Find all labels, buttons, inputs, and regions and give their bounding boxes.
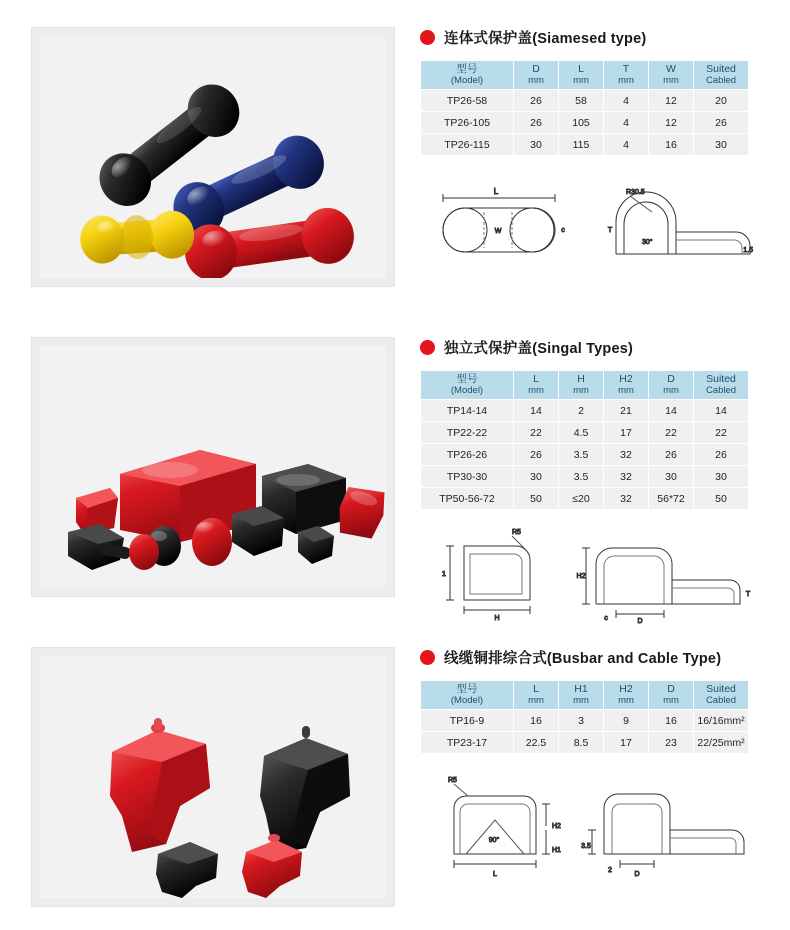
label-W: W xyxy=(494,228,502,235)
photo-stage-busbar xyxy=(40,656,386,898)
technical-drawing-busbar xyxy=(420,768,756,878)
cell-h: 3.5 xyxy=(559,466,604,488)
cell-suited: 22 xyxy=(694,422,749,444)
cell-h2: 9 xyxy=(604,710,649,732)
product-photo-panel-singal xyxy=(32,338,394,596)
cell-d: 16 xyxy=(649,710,694,732)
cell-h: ≤20 xyxy=(559,488,604,510)
section-siamesed xyxy=(0,0,790,310)
cell-h2: 32 xyxy=(604,444,649,466)
col-model xyxy=(421,61,514,90)
table-row xyxy=(421,112,749,134)
col-w xyxy=(649,61,694,90)
photo-stage-singal xyxy=(40,346,386,588)
col-t xyxy=(604,61,649,90)
cell-t: 4 xyxy=(604,90,649,112)
col-l-l2: mm xyxy=(528,385,544,396)
section-heading-text: 独立式保护盖(Singal Types) xyxy=(444,340,634,357)
col-l-l1: L xyxy=(533,373,539,385)
product-photo-panel-siamesed xyxy=(32,28,394,286)
col-h2-l2: mm xyxy=(618,385,634,396)
photo-inner xyxy=(40,36,386,278)
col-d xyxy=(514,61,559,90)
cell-l: 16 xyxy=(514,710,559,732)
cell-l: 115 xyxy=(559,134,604,156)
technical-drawing-siamesed xyxy=(420,170,756,280)
cell-l: 105 xyxy=(559,112,604,134)
cell-model: TP26-26 xyxy=(421,444,514,466)
cell-suited: 16/16mm² xyxy=(694,710,749,732)
section-heading-siamesed xyxy=(420,26,756,48)
cell-w: 12 xyxy=(649,90,694,112)
cell-h2: 21 xyxy=(604,400,649,422)
label-H2: H2 xyxy=(552,823,561,830)
col-model-l1: 型号 xyxy=(456,63,478,75)
spec-column-busbar xyxy=(420,646,756,878)
label-L: L xyxy=(493,187,499,196)
label-1: T xyxy=(745,591,751,598)
label-L: L xyxy=(493,871,497,878)
cell-h2: 32 xyxy=(604,488,649,510)
cell-h: 4.5 xyxy=(559,422,604,444)
cell-d: 26 xyxy=(649,444,694,466)
table-row xyxy=(421,488,749,510)
cell-model: TP30-30 xyxy=(421,466,514,488)
label-2: 2 xyxy=(608,867,612,874)
col-suited xyxy=(694,371,749,400)
col-l-l1: L xyxy=(533,683,539,695)
col-model-l2: (Model) xyxy=(450,385,484,396)
cell-d: 22 xyxy=(649,422,694,444)
col-d xyxy=(649,681,694,710)
spec-table-singal xyxy=(420,370,749,510)
product-photo-singal xyxy=(40,346,386,588)
col-h1-l1: H1 xyxy=(574,683,588,695)
cell-h1: 8.5 xyxy=(559,732,604,754)
col-h xyxy=(559,371,604,400)
cell-l: 22.5 xyxy=(514,732,559,754)
cell-model: TP22-22 xyxy=(421,422,514,444)
cell-d: 26 xyxy=(514,90,559,112)
cell-model: TP14-14 xyxy=(421,400,514,422)
product-photo-siamesed xyxy=(40,36,386,278)
col-l-l1: L xyxy=(578,63,584,75)
photo-stage-siamesed xyxy=(40,36,386,278)
cell-h: 2 xyxy=(559,400,604,422)
section-heading-singal xyxy=(420,336,756,358)
label-R305: R30.5 xyxy=(626,189,645,196)
cell-suited: 30 xyxy=(694,466,749,488)
cell-h1: 3 xyxy=(559,710,604,732)
cell-l: 58 xyxy=(559,90,604,112)
cell-model: TP26-105 xyxy=(421,112,514,134)
table-header-row xyxy=(421,61,749,90)
label-T: 1 xyxy=(442,571,446,578)
col-model-l1: 型号 xyxy=(456,683,478,695)
spec-column-singal xyxy=(420,336,756,634)
col-w-l1: W xyxy=(666,63,676,75)
col-l-l2: mm xyxy=(528,695,544,706)
col-h2-l2: mm xyxy=(618,695,634,706)
col-suited-l2: Cabled xyxy=(705,75,737,86)
cell-l: 30 xyxy=(514,466,559,488)
label-R5: R5 xyxy=(448,777,457,784)
cell-model: TP26-115 xyxy=(421,134,514,156)
col-model-l2: (Model) xyxy=(450,75,484,86)
table-row xyxy=(421,466,749,488)
col-d-l2: mm xyxy=(663,695,679,706)
cell-h2: 17 xyxy=(604,732,649,754)
col-model xyxy=(421,371,514,400)
cell-h2: 32 xyxy=(604,466,649,488)
section-busbar xyxy=(0,620,790,930)
label-R5: R5 xyxy=(512,529,521,536)
label-c: c xyxy=(561,227,565,234)
col-d-l1: D xyxy=(667,683,675,695)
cell-suited: 20 xyxy=(694,90,749,112)
col-model xyxy=(421,681,514,710)
col-t-l2: mm xyxy=(618,75,634,86)
col-suited-l1: Suited xyxy=(706,683,736,695)
section-singal xyxy=(0,310,790,624)
label-35: 3.5 xyxy=(581,843,591,850)
table-row xyxy=(421,134,749,156)
col-h-l2: mm xyxy=(573,385,589,396)
col-suited-l2: Cabled xyxy=(705,695,737,706)
col-suited xyxy=(694,681,749,710)
col-d-l1: D xyxy=(532,63,540,75)
col-d-l2: mm xyxy=(528,75,544,86)
cell-w: 16 xyxy=(649,134,694,156)
col-h2-l1: H2 xyxy=(619,683,633,695)
cell-l: 50 xyxy=(514,488,559,510)
label-T: T xyxy=(607,227,613,234)
table-row xyxy=(421,710,749,732)
product-photo-busbar xyxy=(40,656,386,898)
col-h2-l1: H2 xyxy=(619,373,633,385)
section-heading-text: 连体式保护盖(Siamesed type) xyxy=(444,30,647,47)
col-suited xyxy=(694,61,749,90)
col-h1 xyxy=(559,681,604,710)
label-c: c xyxy=(604,615,608,622)
cell-d: 26 xyxy=(514,112,559,134)
label-H: H xyxy=(494,615,500,622)
spec-table-busbar xyxy=(420,680,749,754)
table-header-row xyxy=(421,371,749,400)
cell-suited: 30 xyxy=(694,134,749,156)
product-photo-panel-busbar xyxy=(32,648,394,906)
technical-drawing-singal xyxy=(420,524,756,634)
label-30deg: 30° xyxy=(642,239,653,246)
cell-d: 14 xyxy=(649,400,694,422)
cell-w: 12 xyxy=(649,112,694,134)
section-heading-text: 线缆铜排综合式(Busbar and Cable Type) xyxy=(444,650,722,667)
col-h1-l2: mm xyxy=(573,695,589,706)
cell-h: 3.5 xyxy=(559,444,604,466)
table-row xyxy=(421,444,749,466)
cell-d: 56*72 xyxy=(649,488,694,510)
col-model-l2: (Model) xyxy=(450,695,484,706)
col-d xyxy=(649,371,694,400)
col-h2 xyxy=(604,371,649,400)
spec-table-siamesed xyxy=(420,60,749,156)
col-l xyxy=(559,61,604,90)
col-l xyxy=(514,371,559,400)
col-t-l1: T xyxy=(622,63,630,75)
cell-suited: 22/25mm² xyxy=(694,732,749,754)
cell-l: 22 xyxy=(514,422,559,444)
label-D: D xyxy=(637,618,643,624)
spec-column-siamesed xyxy=(420,26,756,280)
bullet-icon xyxy=(420,650,435,665)
cell-t: 4 xyxy=(604,134,649,156)
cell-suited: 50 xyxy=(694,488,749,510)
col-h2 xyxy=(604,681,649,710)
cell-d: 30 xyxy=(514,134,559,156)
col-l-l2: mm xyxy=(573,75,589,86)
bullet-icon xyxy=(420,30,435,45)
col-h-l1: H xyxy=(577,373,585,385)
cell-model: TP23-17 xyxy=(421,732,514,754)
col-suited-l1: Suited xyxy=(706,373,736,385)
cell-suited: 26 xyxy=(694,112,749,134)
cell-model: TP26-58 xyxy=(421,90,514,112)
cell-model: TP16-9 xyxy=(421,710,514,732)
label-D: D xyxy=(634,871,640,878)
col-w-l2: mm xyxy=(663,75,679,86)
bullet-icon xyxy=(420,340,435,355)
cell-d: 30 xyxy=(649,466,694,488)
cell-d: 23 xyxy=(649,732,694,754)
table-row xyxy=(421,422,749,444)
label-90deg: 90° xyxy=(488,837,500,844)
cell-model: TP50-56-72 xyxy=(421,488,514,510)
col-model-l1: 型号 xyxy=(456,373,478,385)
table-row xyxy=(421,732,749,754)
label-15: 1.5 xyxy=(743,247,753,254)
col-suited-l1: Suited xyxy=(706,63,736,75)
col-suited-l2: Cabled xyxy=(705,385,737,396)
col-d-l1: D xyxy=(667,373,675,385)
label-H1: H1 xyxy=(552,847,561,854)
photo-inner xyxy=(40,656,386,898)
col-d-l2: mm xyxy=(663,385,679,396)
cell-l: 14 xyxy=(514,400,559,422)
table-row xyxy=(421,400,749,422)
photo-inner xyxy=(40,346,386,588)
table-row xyxy=(421,90,749,112)
cell-t: 4 xyxy=(604,112,649,134)
col-l xyxy=(514,681,559,710)
label-H2: H2 xyxy=(576,573,586,580)
cell-suited: 26 xyxy=(694,444,749,466)
cell-l: 26 xyxy=(514,444,559,466)
section-heading-busbar xyxy=(420,646,756,668)
cell-suited: 14 xyxy=(694,400,749,422)
cell-h2: 17 xyxy=(604,422,649,444)
table-header-row xyxy=(421,681,749,710)
